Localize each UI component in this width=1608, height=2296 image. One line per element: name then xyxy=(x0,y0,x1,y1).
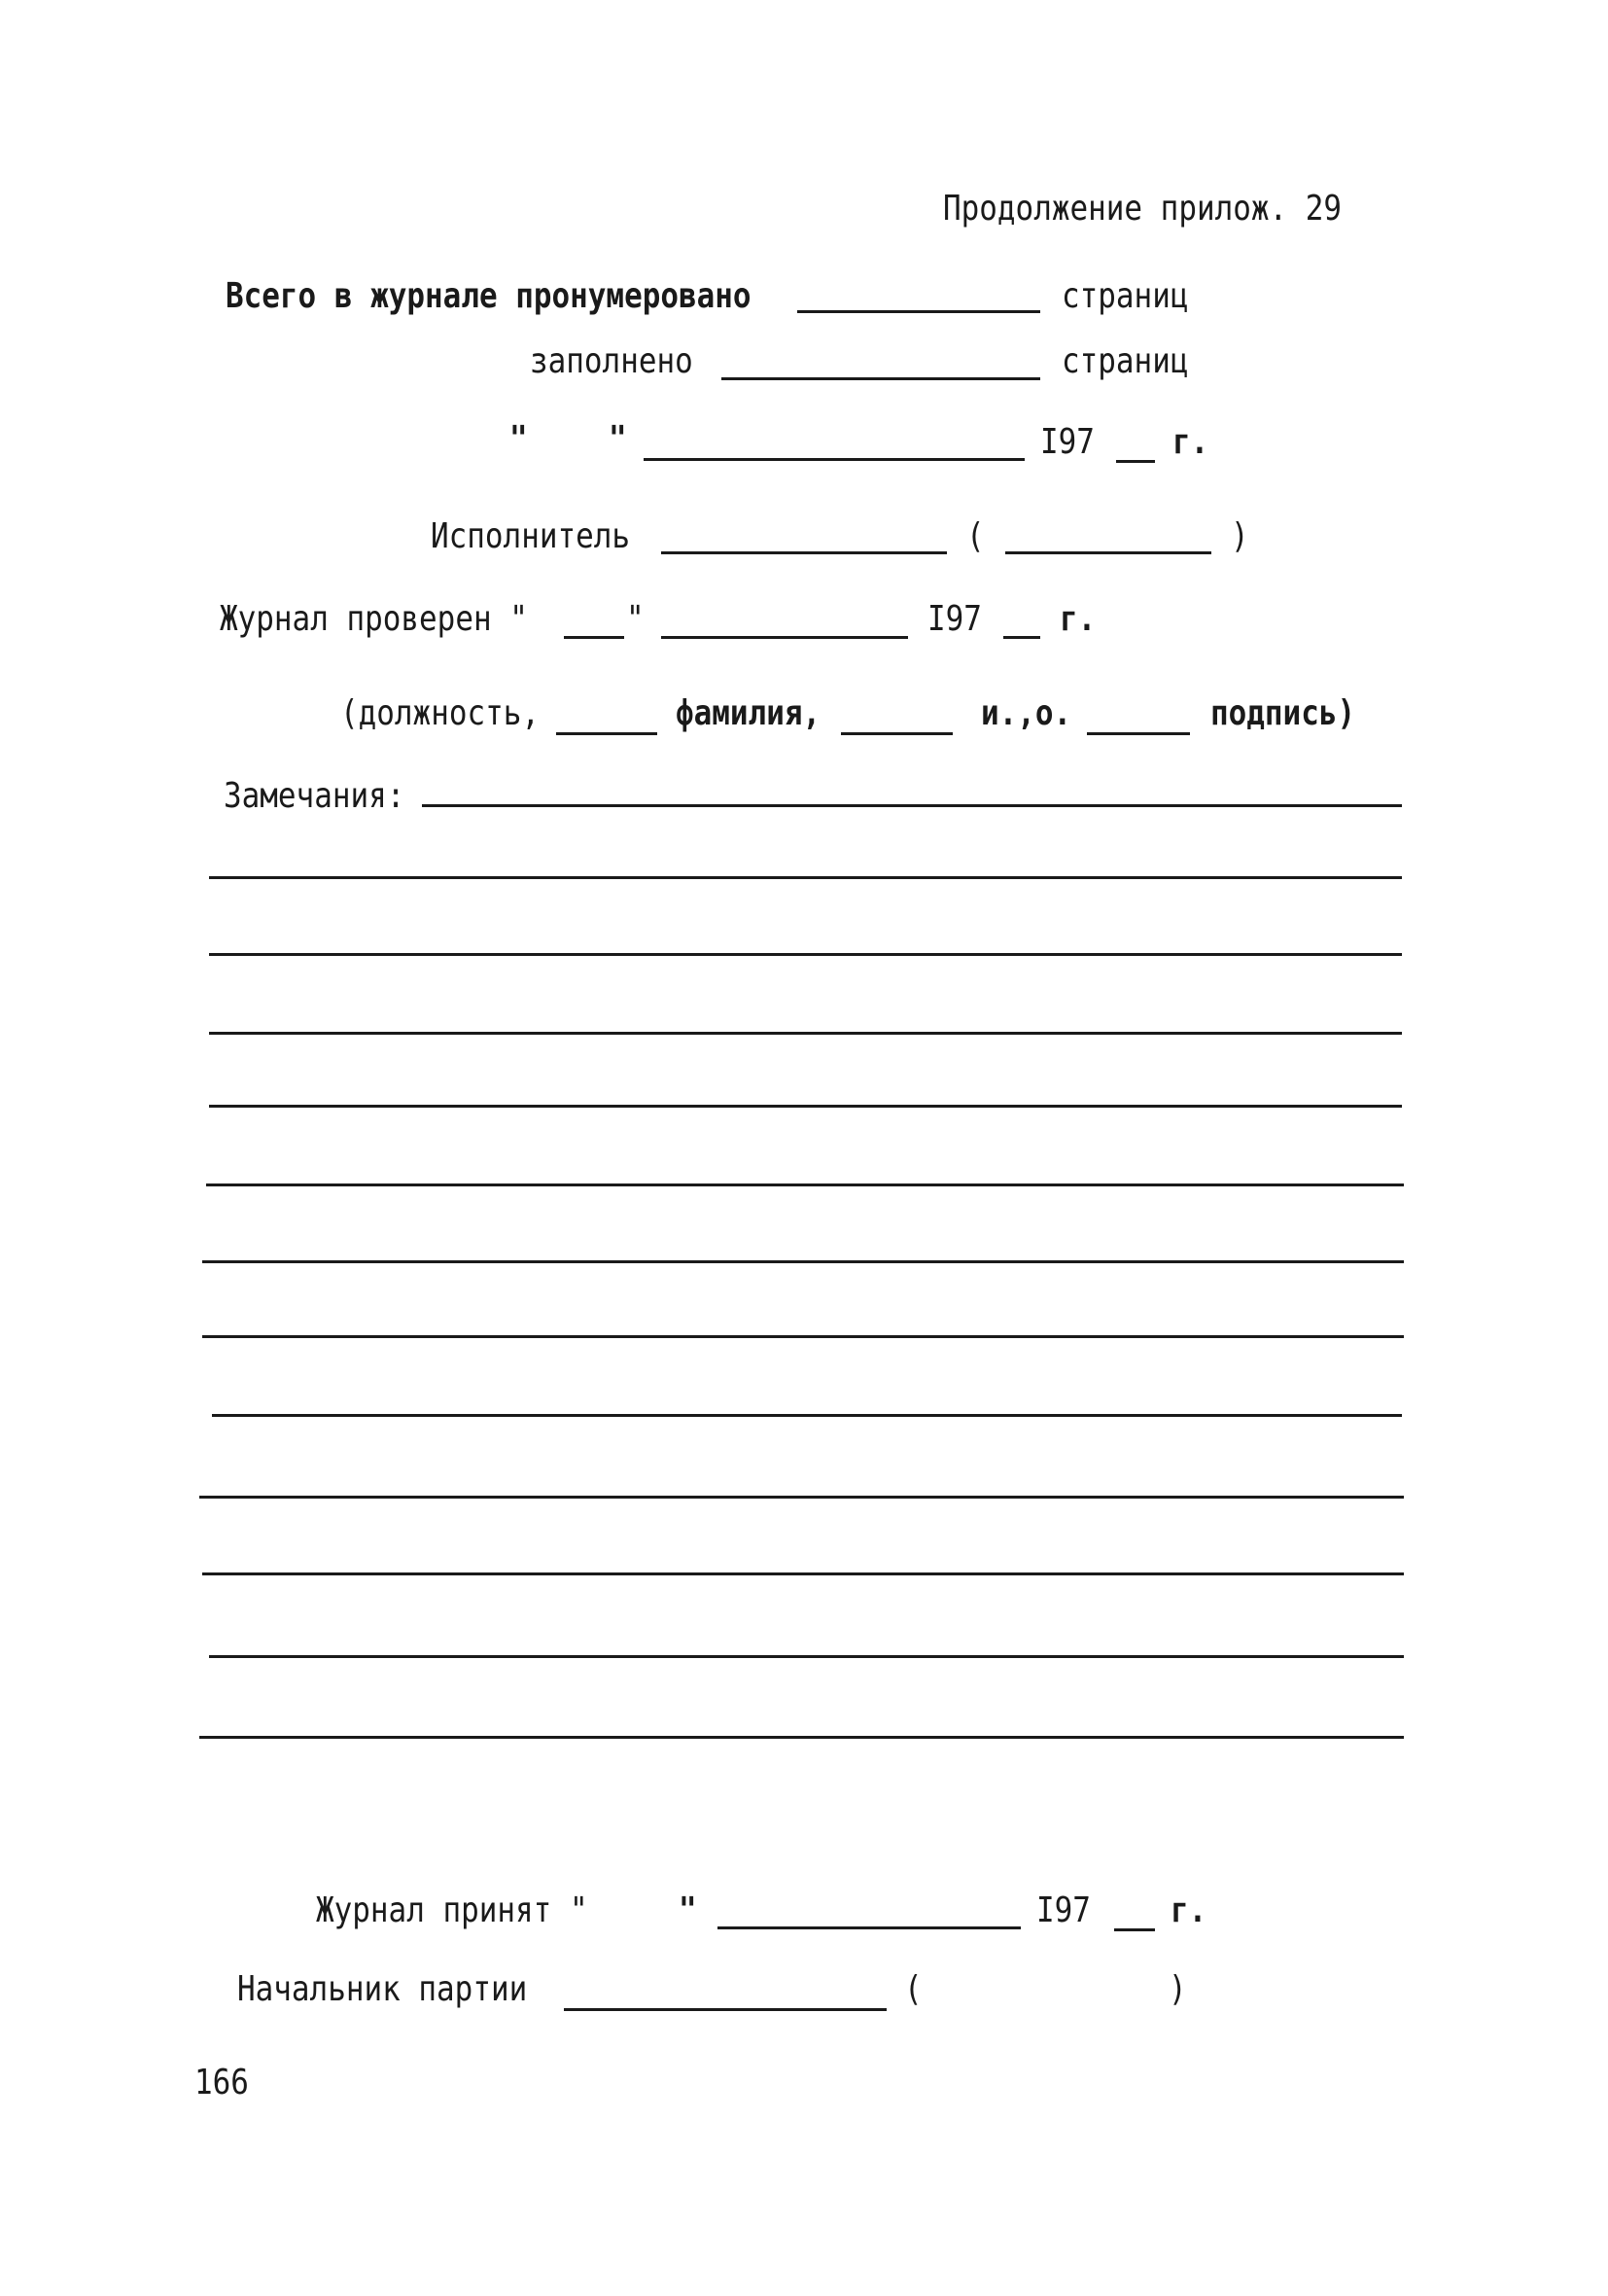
sig-signature-label: подпись) xyxy=(1210,693,1356,733)
sig-surname-label: фамилия, xyxy=(676,693,821,733)
checked-quote-close: " xyxy=(626,599,645,639)
chief-close-paren: ) xyxy=(1169,1969,1187,2009)
remarks-line[interactable] xyxy=(209,876,1402,879)
checked-day-field[interactable] xyxy=(564,636,624,639)
sig-initials-label: и.,о. xyxy=(981,693,1072,733)
checked-label: Журнал проверен " xyxy=(220,599,528,639)
remarks-line[interactable] xyxy=(422,804,1402,807)
sig-position-field[interactable] xyxy=(556,732,657,735)
date-close-quote: " xyxy=(609,419,627,459)
accepted-year-suffix: г. xyxy=(1171,1890,1207,1930)
chief-signature-field[interactable] xyxy=(564,2008,887,2011)
sig-position-label: (должность, xyxy=(340,693,541,733)
filled-pages-label: заполнено xyxy=(530,341,693,381)
remarks-line[interactable] xyxy=(209,1105,1402,1108)
remarks-line[interactable] xyxy=(206,1183,1404,1186)
accepted-year-field[interactable] xyxy=(1114,1928,1155,1931)
checked-year-suffix: г. xyxy=(1060,599,1097,639)
remarks-line[interactable] xyxy=(209,1032,1402,1035)
remarks-line[interactable] xyxy=(209,953,1402,956)
executor-signature-field[interactable] xyxy=(661,551,947,554)
page-number: 166 xyxy=(194,2063,249,2102)
accepted-label: Журнал принят " xyxy=(316,1890,588,1930)
remarks-line[interactable] xyxy=(202,1260,1404,1263)
executor-close-paren: ) xyxy=(1231,516,1249,556)
sig-surname-field[interactable] xyxy=(841,732,953,735)
year-suffix: г. xyxy=(1172,422,1209,462)
executor-open-paren: ( xyxy=(966,516,985,556)
sig-initials-field[interactable] xyxy=(1087,732,1190,735)
year-prefix: I97 xyxy=(1040,422,1095,462)
remarks-line[interactable] xyxy=(199,1736,1404,1739)
continuation-header: Продолжение прилож. 29 xyxy=(943,189,1343,229)
remarks-line[interactable] xyxy=(202,1335,1404,1338)
checked-year-field[interactable] xyxy=(1003,636,1040,639)
pages-word: страниц xyxy=(1062,341,1189,381)
remarks-line[interactable] xyxy=(202,1572,1404,1575)
chief-open-paren: ( xyxy=(904,1969,923,2009)
year-digit-field[interactable] xyxy=(1116,460,1155,463)
executor-label: Исполнитель xyxy=(431,516,631,556)
date-month-field[interactable] xyxy=(644,458,1025,461)
date-open-quote: " xyxy=(509,419,528,459)
remarks-line[interactable] xyxy=(199,1496,1404,1499)
executor-name-field[interactable] xyxy=(1005,551,1211,554)
accepted-month-field[interactable] xyxy=(717,1926,1021,1929)
remarks-line[interactable] xyxy=(212,1414,1402,1417)
total-pages-field[interactable] xyxy=(797,310,1040,313)
remarks-line[interactable] xyxy=(209,1655,1404,1658)
accepted-year-prefix: I97 xyxy=(1036,1890,1091,1930)
checked-month-field[interactable] xyxy=(661,636,908,639)
remarks-label: Замечания: xyxy=(224,776,405,816)
accepted-quote-close: " xyxy=(679,1890,697,1930)
chief-label: Начальник партии xyxy=(237,1969,528,2009)
pages-word: страниц xyxy=(1062,276,1189,316)
checked-year-prefix: I97 xyxy=(927,599,982,639)
filled-pages-field[interactable] xyxy=(721,377,1040,380)
total-pages-label: Всего в журнале пронумеровано xyxy=(226,276,752,316)
